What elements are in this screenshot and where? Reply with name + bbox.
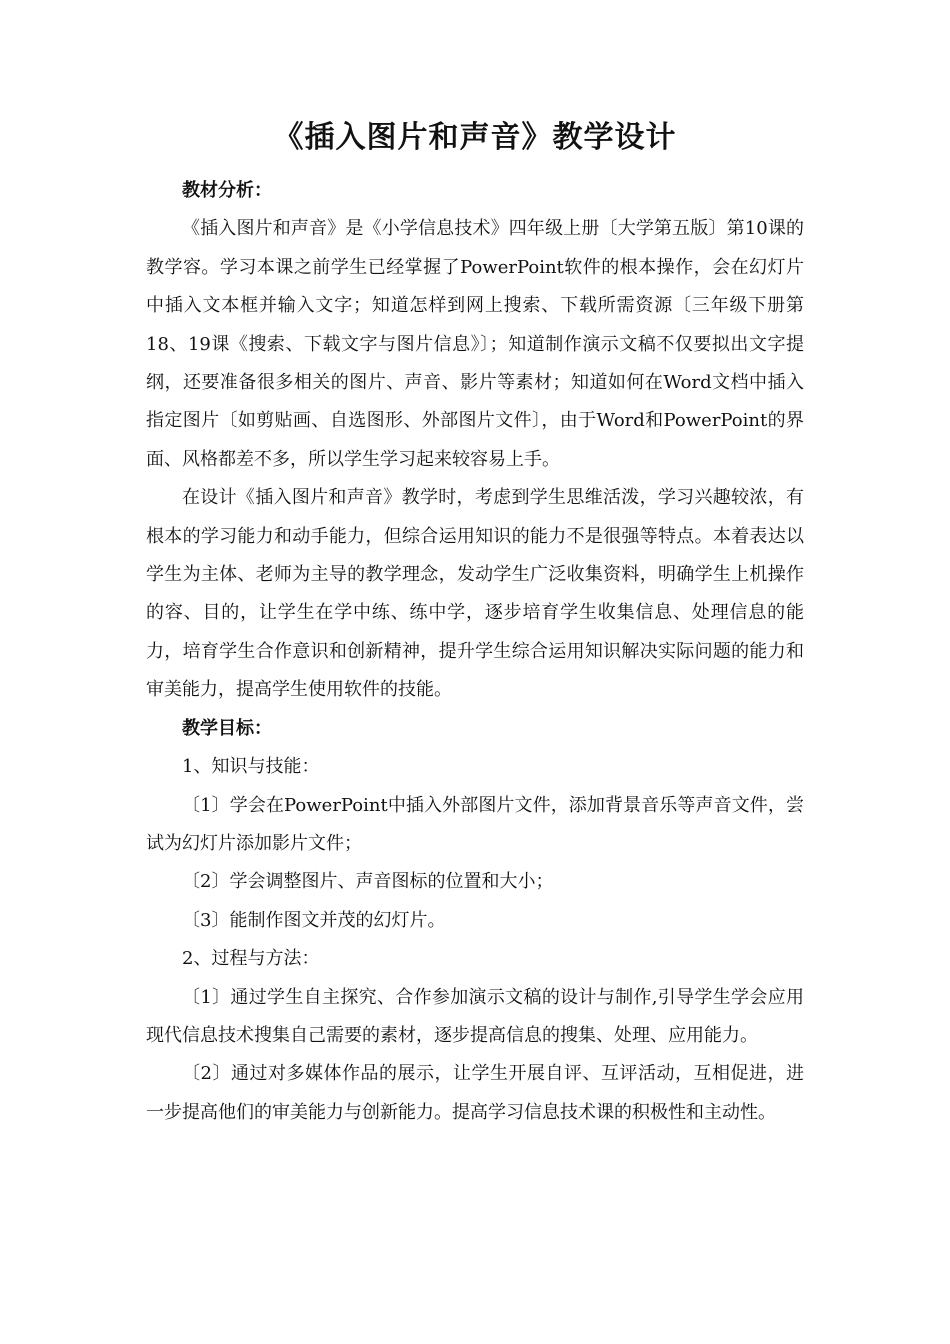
document-title: 《插入图片和声音》教学设计 xyxy=(273,120,677,155)
document-body xyxy=(146,172,804,1132)
section-heading-goals: 教学目标： xyxy=(182,717,272,739)
analysis-paragraph-2: 在设计《插入图片和声音》教学时，考虑到学生思维活泼，学习兴趣较浓，有根本的学习能力和动手能力，但综合运用知识的能力不是很强等特点。本着表达以学生为主体、老师为主导的教学理念，发动学生广泛收集资料，明确学生上机操作的容、目的，让学生在学中练、练中学，逐步培育学生收集信息、处理信息的能力，培育学生合作意识和创新精神，提升学生综合运用知识解决实际问题的能力和审美能力，提高学生使用软件的技能。 xyxy=(146,487,804,701)
goal-1-item-3: 〔3〕能制作图文并茂的幻灯片。 xyxy=(182,909,446,931)
goal-2-item-1: 〔1〕通过学生自主探究、合作参加演示文稿的设计与制作,引导学生学会应用现代信息技术搜集自己需要的素材，逐步提高信息的搜集、处理、应用能力。 xyxy=(146,986,804,1046)
goal-2-item-2: 〔2〕通过对多媒体作品的展示，让学生开展自评、互评活动，互相促进，进一步提高他们的审美能力与创新能力。提高学习信息技术课的积极性和主动性。 xyxy=(146,1063,804,1123)
goal-1-item-1: 〔1〕学会在PowerPoint中插入外部图片文件，添加背景音乐等声音文件，尝试为幻灯片添加影片文件； xyxy=(146,794,804,854)
analysis-paragraph-1: 《插入图片和声音》是《小学信息技术》四年级上册〔大学第五版〕第10课的教学容。学习本课之前学生已经掌握了PowerPoint软件的根本操作，会在幻灯片中插入文本框并输入文字；知道怎样到网上搜索、下载所需资源〔三年级下册第18、19课《搜索、下载文字与图片信息》〕；知道制作演示文稿不仅要拟出文字提纲，还要准备很多相关的图片、声音、影片等素材；知道如何在Word文档中插入指定图片〔如剪贴画、自选图形、外部图片文件〕，由于Word和PowerPoint的界面、风格都差不多，所以学生学习起来较容易上手。 xyxy=(146,218,804,470)
goal-1-heading: 1、知识与技能： xyxy=(182,756,320,778)
goal-1-item-2: 〔2〕学会调整图片、声音图标的位置和大小； xyxy=(182,871,554,893)
goal-2-heading: 2、过程与方法： xyxy=(182,948,320,970)
section-heading-analysis: 教材分析： xyxy=(182,180,272,201)
